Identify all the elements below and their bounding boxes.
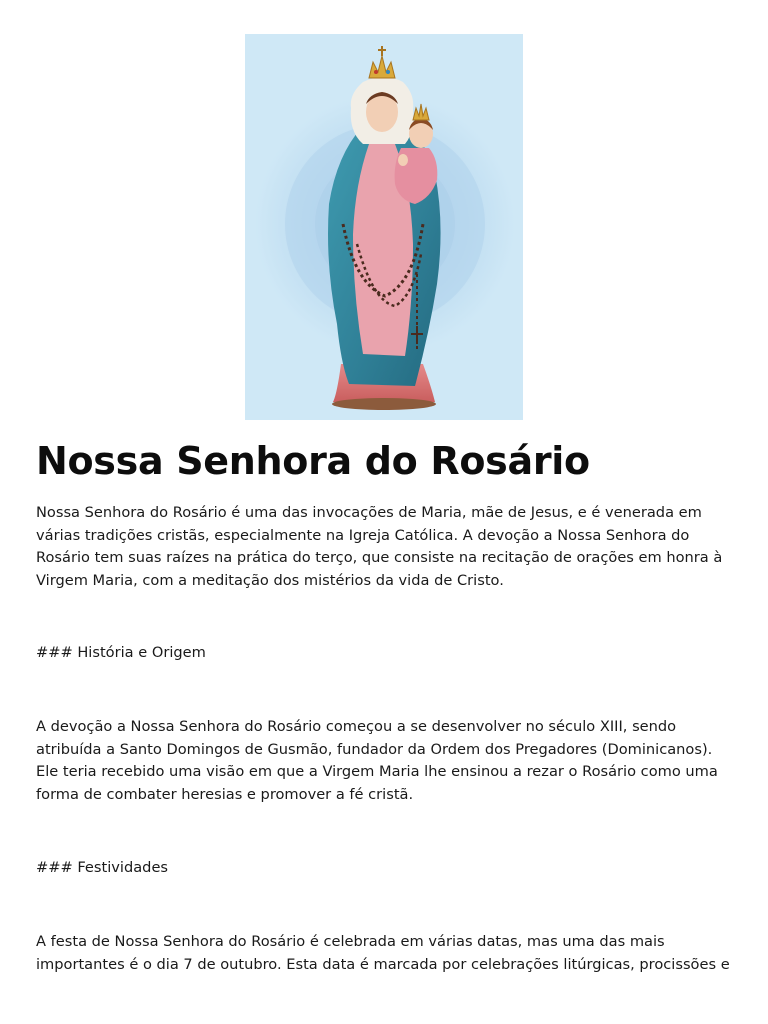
festivities-heading: ### Festividades <box>36 859 169 876</box>
intro-paragraph: Nossa Senhora do Rosário é uma das invocações de Maria, mãe de Jesus, e é venerada em várias tradições cristãs, especialmente na Igreja Católica. A devoção a Nossa Senhora do Rosário tem suas raízes na prática do terço, que consiste na recitação de orações em honra à Virgem Maria, com a meditação dos mistérios da vida de Cristo. <box>36 504 723 589</box>
history-paragraph: A devoção a Nossa Senhora do Rosário começou a se desenvolver no século XIII, sendo atribuída a Santo Domingos de Gusmão, fundador da Ordem dos Pregadores (Dominicanos). Ele teria recebido uma visão em que a Virgem Maria lhe ensinou a rezar o Rosário como uma forma de combater heresias e promover a fé cristã. <box>36 718 718 803</box>
festivities-paragraph: A festa de Nossa Senhora do Rosário é celebrada em várias datas, mas uma das mais importantes é o dia 7 de outubro. Esta data é marcada por celebrações litúrgicas, procissões e <box>36 933 730 973</box>
page-title: Nossa Senhora do Rosário <box>36 439 590 483</box>
our-lady-of-the-rosary-statue-icon <box>245 34 523 420</box>
statue-image <box>245 34 523 420</box>
history-heading: ### História e Origem <box>36 644 206 661</box>
